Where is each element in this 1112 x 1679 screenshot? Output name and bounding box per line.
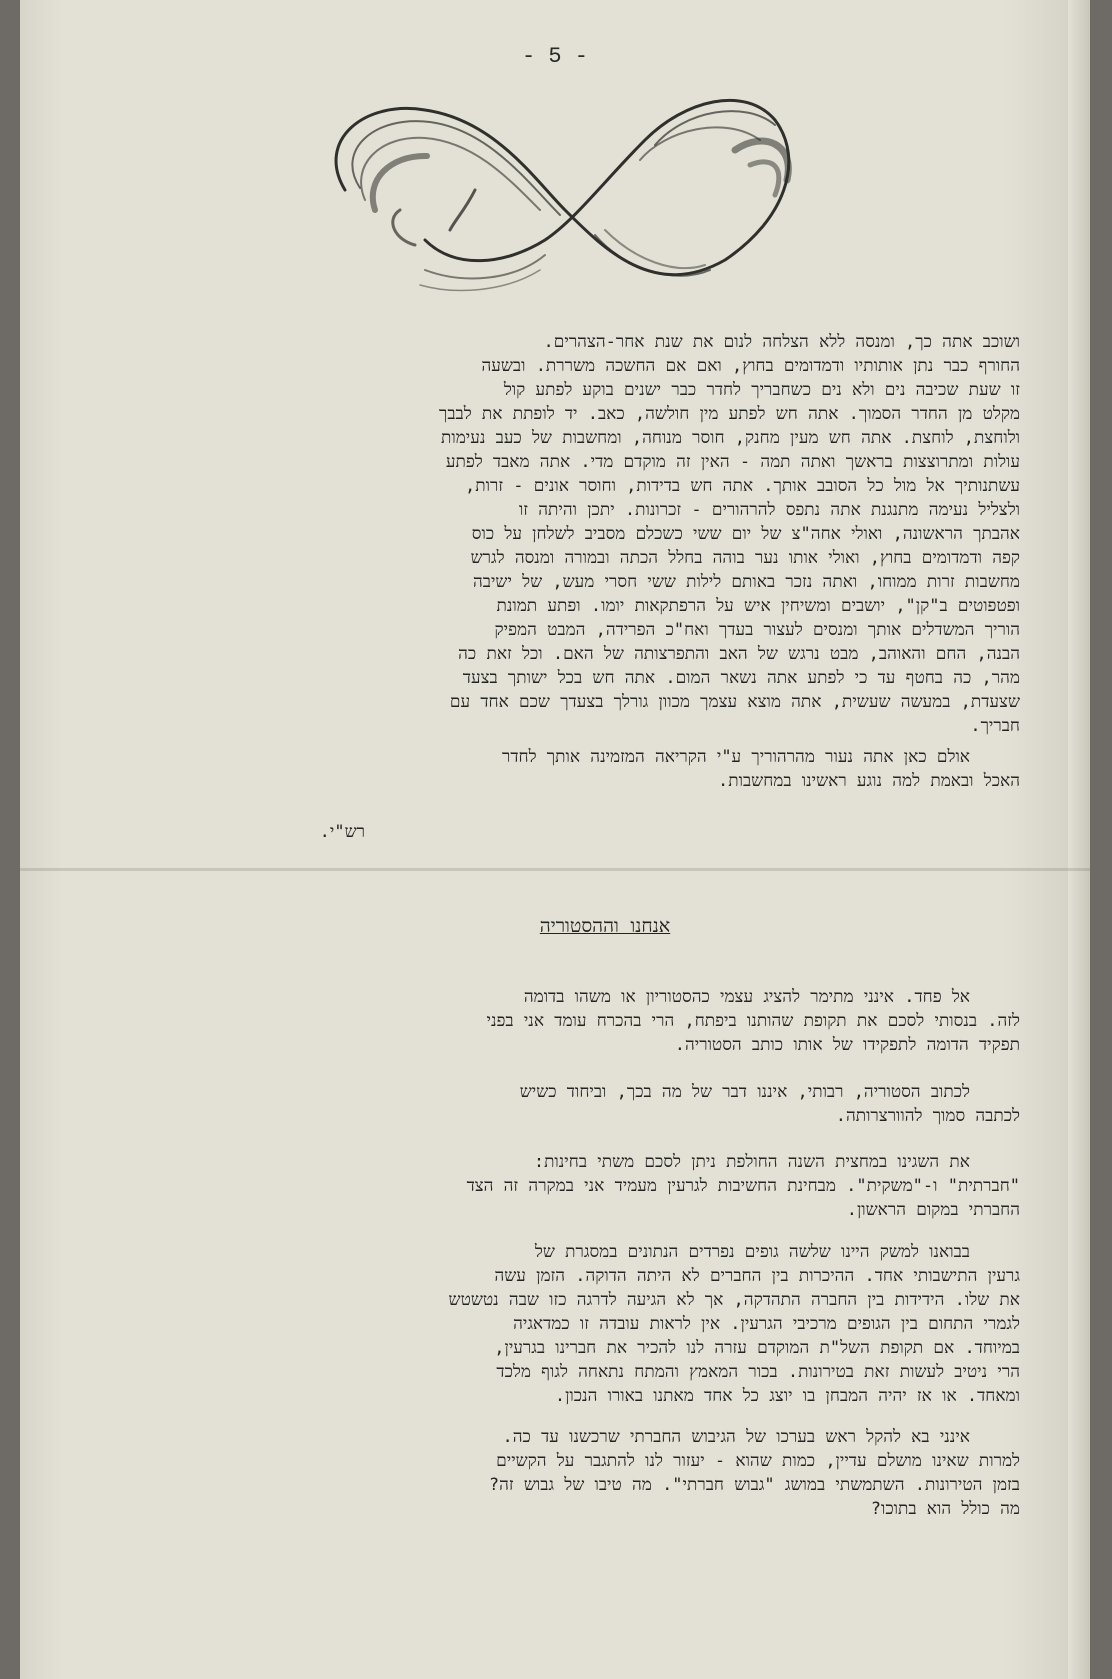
text-line: את שלו. הידידות בין החברה התהדקה, אך לא הגיעה לדרגה כזו שבה נטשטש [448, 1290, 1020, 1310]
text-line: אהבתך הראשונה, ואולי אחה"צ של יום ששי כשכלם מסביב לשלחן על כוס [471, 524, 1020, 544]
text-line: זו שעת שכיבה נים ולא נים כשחבריך לחדר כבר ישנים בוקע לפתע קול [503, 380, 1020, 400]
section-paragraph-2 [90, 1080, 1020, 1128]
text-line: מקלט מן החדר הסמוך. אתה חש לפתע מין חולשה, כאב. יד לופתת את לבבך [438, 404, 1020, 424]
text-line: החברתי במקום הראשון. [846, 1200, 1020, 1220]
text-line: את השגינו במחצית השנה החולפת ניתן לסכם משתי בחינות: [533, 1152, 970, 1172]
text-line: האכל ובאמת למה נוגע ראשינו במחשבות. [718, 771, 1020, 791]
text-line: לכתוב הסטוריה, רבותי, איננו דבר של מה בכך, וביחוד כשיש [519, 1082, 970, 1102]
text-line: למרות שאינו מושלם עדיין, כמות שהוא - יעזור לנו להתגבר על הקשיים [496, 1451, 1020, 1471]
text-line: בזמן הטירונות. השתמשתי במושג "גבוש חברתי". מה טיבו של גבוש זה? [488, 1475, 1020, 1495]
text-line: הבנה, החם והאוהב, מבט נרגש של האב והתפרצותה של האם. וכל זאת כה [458, 644, 1020, 664]
text-line: ומאחד. או אז יהיה המבחן בו יוצג כל אחד מאתנו באורו הנכון. [554, 1386, 1020, 1406]
infinity-flourish-ornament [305, 70, 825, 310]
text-line: ולוחצת, לוחצת. אתה חש מעין מחנק, חוסר מנוחה, ומחשבות של כעב נעימות [440, 428, 1020, 448]
text-line: לכתבה סמוך להוורצרותה. [835, 1106, 1020, 1126]
text-line: לזה. בנסותי לסכם את תקופת שהותנו ביפתח, הרי בהכרח עומד אני בפני [486, 1011, 1020, 1031]
text-line: "חברתית" ו-"משקית". מבחינת החשיבות לגרעין מעמיד אני במקרה זה הצד [466, 1176, 1020, 1196]
text-line: החורף כבר נתן אותותיו ודמדומים בחוץ, ואם אם החשכה משררת. ובשעה [481, 356, 1020, 376]
text-line: הרי ניטיב לעשות זאת בטירונות. בכור המאמץ והמתח נתאחה לגוף מלכד [496, 1362, 1020, 1382]
section-paragraph-3 [90, 1150, 1020, 1222]
section-paragraph-1 [90, 985, 1020, 1057]
page-edge-shadow [1068, 0, 1090, 1679]
text-line: בבואנו למשק היינו שלשה גופים נפרדים הנתונים במסגרת של [534, 1242, 970, 1262]
text-line: מהר, כה בחטף עד כי לפתע אתה נשאר המום. אתה חש בכל ישותך בצעד [462, 668, 1020, 688]
text-line: תפקיד הדומה לתפקידו של אותו כותב הסטוריה. [674, 1035, 1020, 1055]
text-line: הוריך המשדלים אותך ומנסים לעצור בעדך ואח"כ הפרידה, המבט המפיק [494, 620, 1020, 640]
document-page [20, 0, 1090, 1679]
text-line: חבריך. [970, 716, 1020, 736]
text-line: ולצליל נעימה מתנגנת אתה נתפס להרהורים - זכרונות. יתכן והיתה זו [518, 500, 1020, 520]
page-fold-line [20, 868, 1090, 871]
text-line: ופטפוטים ב"קן", יושבים ומשיחין איש על הרפתקאות יומו. ופתע תמונת [496, 596, 1020, 616]
text-line: עשתנותיך אל מול כל הסובב אותך. אתה חש בדידות, וחוסר אונים - זרות, [465, 476, 1020, 496]
text-line: במיוחד. אם תקופת השל"ת המוקדם עזרה לנו להכיר את חברינו בגרעין, [494, 1338, 1020, 1358]
paragraph-2 [90, 745, 1020, 793]
author-signature: רש"י. [319, 822, 365, 842]
section-heading: אנחנו וההסטוריה [539, 915, 671, 937]
text-line: מה כולל הוא בתוכו? [870, 1499, 1020, 1519]
section-paragraph-4 [90, 1240, 1020, 1408]
text-line: עולות ומתרוצצות בראשך ואתה תמה - האין זה מוקדם מדי. אתה מאבד לפתע [445, 452, 1020, 472]
text-line: מחשבות זרות ממוחו, ואתה נזכר באותם לילות ששי חסרי מעש, של ישיבה [473, 572, 1020, 592]
page-number: - 5 - [521, 44, 588, 69]
section-paragraph-5 [90, 1425, 1020, 1521]
text-line: גרעין התישבותי אחד. ההיכרות בין החברים לא היתה הדוקה. הזמן עשה [494, 1266, 1020, 1286]
text-line: אל פחד. אינני מתימר להציג עצמי כהסטוריון או משהו בדומה [523, 987, 970, 1007]
text-line: קפה ודמדומים בחוץ, ואולי אותו נער בוהה בחלל הכתה ובמורה ומנסה לגרש [470, 548, 1020, 568]
text-line: אינני בא להקל ראש בערכו של הגיבוש החברתי שרכשנו עד כה. [502, 1427, 970, 1447]
text-line: לגמרי התחום בין הגופים מרכיבי הגרעין. אין לראות עובדה זו כמדאגיה [513, 1314, 1020, 1334]
text-line: שצעדת, במעשה שעשית, אתה מוצא עצמך מכוון גורלך בצעדך שכם אחד עם [449, 692, 1020, 712]
text-line: ושוכב אתה כך, ומנסה ללא הצלחה לנום את שנת אחר-הצהרים. [543, 332, 1020, 352]
text-line: אולם כאן אתה נעור מהרהוריך ע"י הקריאה המזמינה אותך לחדר [502, 747, 970, 767]
paragraph-1 [90, 330, 1020, 738]
